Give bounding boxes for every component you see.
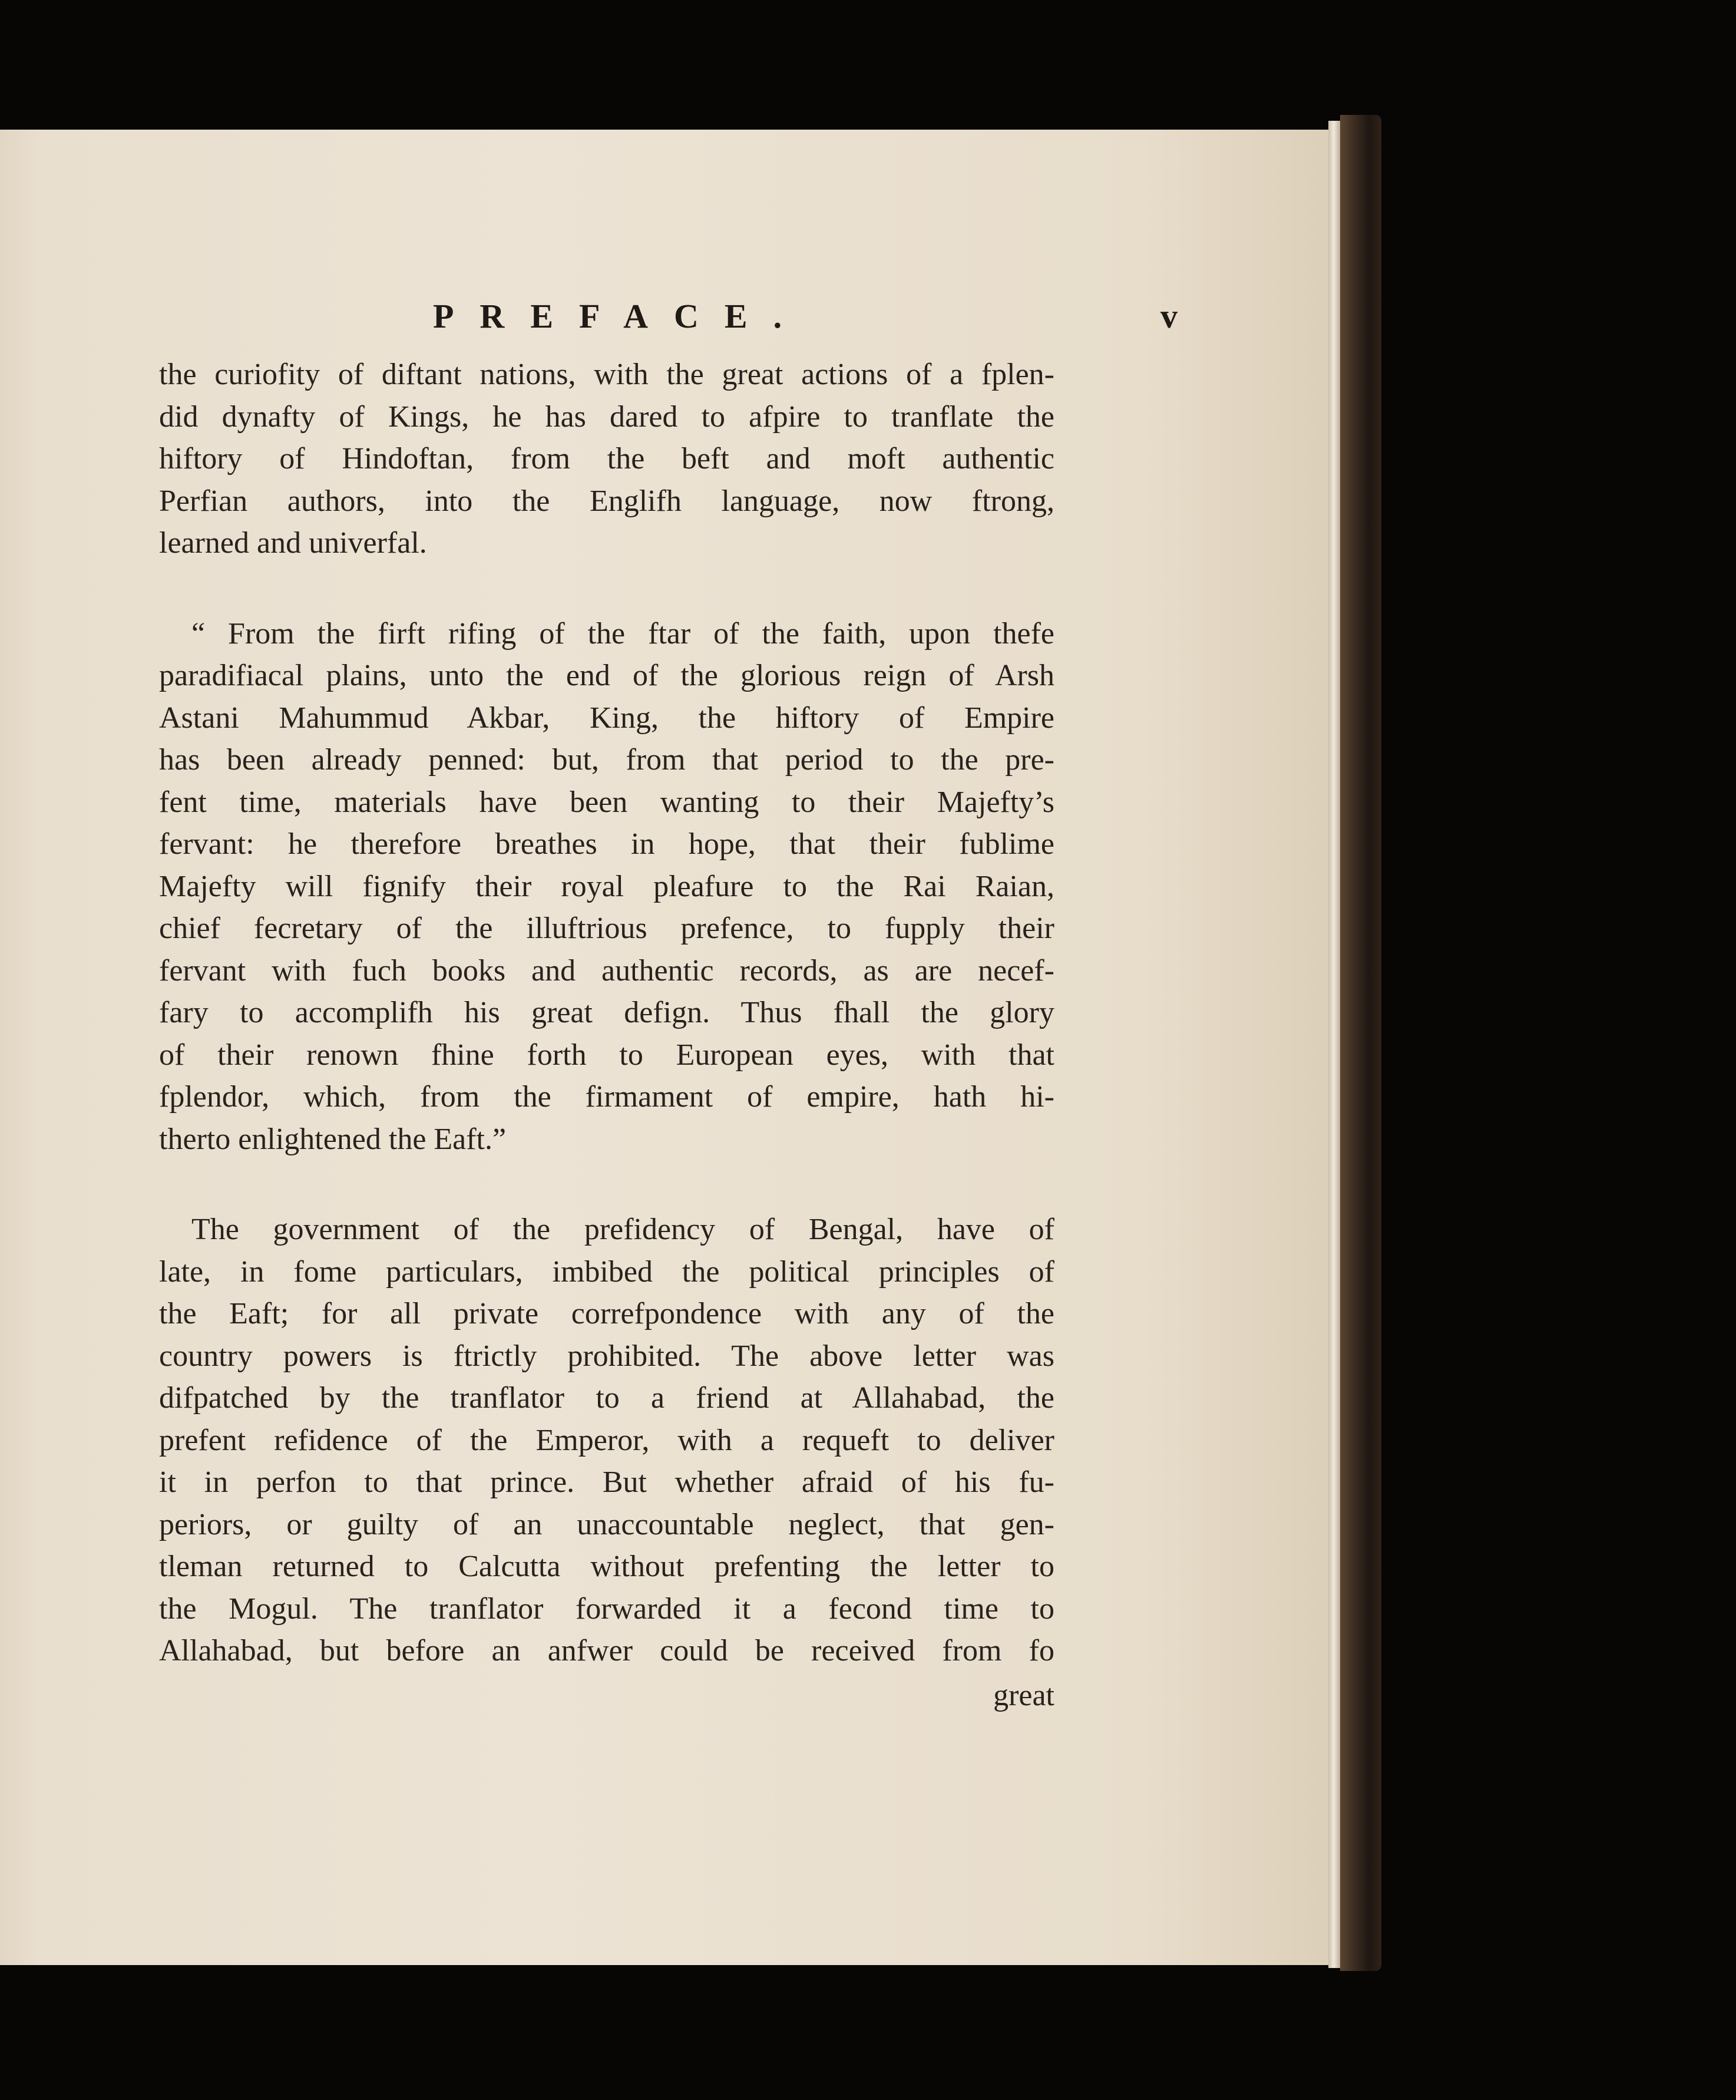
text-line: the Eaft; for all private correfpondence with any of the [159,1297,1054,1330]
text-line: prefent refidence of the Emperor, with a requeft to deliver [159,1423,1054,1457]
body-text [159,354,1054,1716]
text-line: fplendor, which, from the firmament of empire, hath hi- [159,1080,1054,1114]
text-line: fervant: he therefore breathes in hope, that their fublime [159,827,1054,861]
paragraph-continuation [159,354,1054,564]
text-line: periors, or guilty of an unaccountable neglect, that gen- [159,1507,1054,1541]
page-edge [1328,121,1340,1968]
text-line: tleman returned to Calcutta without prefenting the letter to [159,1550,1054,1583]
text-line: Allahabad, but before an anfwer could be received from fo [159,1634,1054,1668]
text-line: has been already penned: but, from that period to the pre- [159,743,1054,777]
page-number: v [1160,297,1178,335]
text-line: the curiofity of diftant nations, with the great actions of a fplen- [159,358,1054,391]
text-line: “ From the firft rifing of the ftar of the faith, upon thefe [191,616,1054,651]
text-line: The government of the prefidency of Bengal, have of [191,1213,1054,1246]
quoted-letter-paragraph [159,613,1054,1161]
text-line: Astani Mahummud Akbar, King, the hiftory of Empire [159,701,1054,735]
page-header [159,292,1213,345]
catchword: great [993,1678,1054,1712]
text-line: Perfian authors, into the Englifh language, now ftrong, [159,484,1054,518]
paragraph-government [159,1209,1054,1672]
text-line: hiftory of Hindoftan, from the beft and moft authentic [159,442,1054,476]
text-line: paradifiacal plains, unto the end of the glorious reign of Arsh [159,659,1054,692]
text-line: fervant with fuch books and authentic records, as are necef- [159,953,1054,988]
text-line: country powers is ftrictly prohibited. The above letter was [159,1339,1054,1373]
text-line: of their renown fhine forth to European eyes, with that [159,1038,1054,1072]
text-line: the Mogul. The tranflator forwarded it a fecond time to [159,1591,1054,1626]
text-line: it in perfon to that prince. But whether afraid of his fu- [159,1465,1054,1499]
text-line: difpatched by the tranflator to a friend at Allahabad, the [159,1381,1054,1415]
text-line: fary to accomplifh his great defign. Thus fhall the glory [159,996,1054,1029]
text-line: learned and univerfal. [159,526,427,560]
text-line: fent time, materials have been wanting to their Majefty’s [159,785,1054,819]
text-line: Majefty will fignify their royal pleafure to the Rai Raian, [159,869,1054,903]
text-line: therto enlightened the Eaft.” [159,1122,507,1156]
running-head: PREFACE. [433,297,808,335]
text-line: late, in fome particulars, imbibed the political principles of [159,1254,1054,1289]
text-line: did dynafty of Kings, he has dared to afpire to tranflate the [159,399,1054,434]
book-binding [1340,115,1381,1971]
text-line: chief fecretary of the illuftrious prefence, to fupply their [159,912,1054,945]
